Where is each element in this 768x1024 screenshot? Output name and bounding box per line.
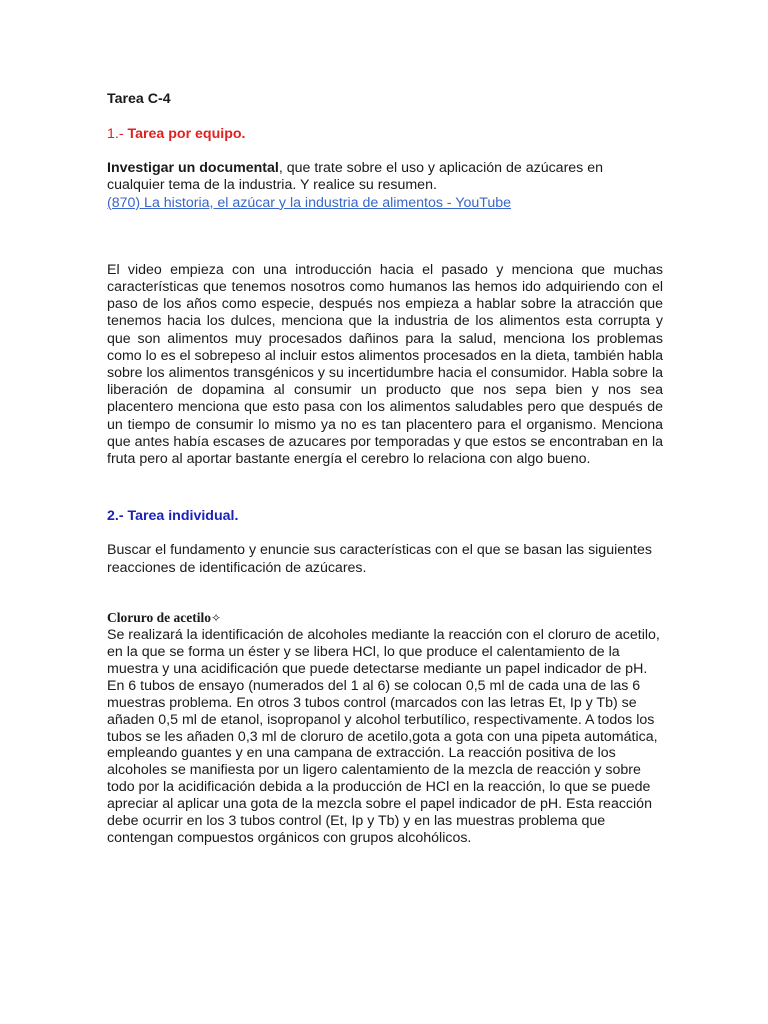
method-heading-text: Cloruro de acetilo	[107, 609, 211, 625]
task1-intro-bold: Investigar un documental	[107, 160, 279, 177]
task1-heading-text: Tarea por equipo.	[123, 126, 246, 142]
task1-intro-rest: , que trate sobre el uso y aplicación de azúcares en cualquier tema de la industria. Y realice su resumen.	[107, 160, 604, 194]
video-summary: El video empieza con una introducción hacia el pasado y menciona que muchas características que tenemos nosotros como humanos las hemos ido adquiriendo con el paso de los años como especie, después nos empieza a hablar sobre la atracción que tenemos hacia los dulces, menciona que la industria de los alimentos esta corrupta y que son alimentos muy procesados dañinos para la salud, menciona los problemas como lo es el sobrepeso al incluir estos alimentos procesados en la dieta, también habla sobre los alimentos transgénicos y su incertidumbre hacia el consumidor. Habla sobre la liberación de dopamina al consumir un producto que nos sepa bien y nos sea placentero menciona que esto pasa con los alimentos saludables pero que después de un tiempo de consumir lo mismo ya no es tan placentero para el organismo. Menciona que antes había escases de azucares por temporadas y que estos se encontraban en la fruta pero al aportar bastante energía el cerebro lo relaciona con algo bueno.	[107, 261, 663, 468]
task2-intro: Buscar el fundamento y enuncie sus características con el que se basan las siguientes reacciones de identificación de azúcares.	[107, 542, 652, 576]
document-page	[107, 91, 663, 847]
task1-intro	[107, 160, 663, 212]
task2-heading: 2.- Tarea individual.	[107, 508, 239, 525]
sparkle-icon: ✧	[210, 610, 222, 625]
task1-heading	[107, 126, 663, 143]
task1-number: 1.-	[107, 126, 124, 142]
method-body: Se realizará la identificación de alcoholes mediante la reacción con el cloruro de acetilo, en la que se forma un éster y se libera HCl, lo que produce el calentamiento de la muestra y una acidificación que puede detectarse mediante un papel indicador de pH. En 6 tubos de ensayo (numerados del 1 al 6) se colocan 0,5 ml de cada una de las 6 muestras problema. En otros 3 tubos control (marcados con las letras Et, Ip y Tb) se añaden 0,5 ml de etanol, isopropanol y alcohol terbutílico, respectivamente. A todos los tubos se les añaden 0,3 ml de cloruro de acetilo,gota a gota con una pipeta automática, empleando guantes y en una campana de extracción. La reacción positiva de los alcoholes se manifiesta por un ligero calentamiento de la mezcla de reacción y sobre todo por la acidificación debida a la producción de HCl en la reacción, lo que se puede apreciar al aplicar una gota de la mezcla sobre el papel indicador de pH. Esta reacción debe ocurrir en los 3 tubos control (Et, Ip y Tb) y en las muestras problema que contengan compuestos orgánicos con grupos alcohólicos.	[107, 627, 660, 846]
youtube-link[interactable]: (870) La historia, el azúcar y la industria de alimentos - YouTube	[107, 194, 512, 211]
document-title: Tarea C-4	[107, 91, 171, 107]
method-heading	[107, 609, 663, 627]
